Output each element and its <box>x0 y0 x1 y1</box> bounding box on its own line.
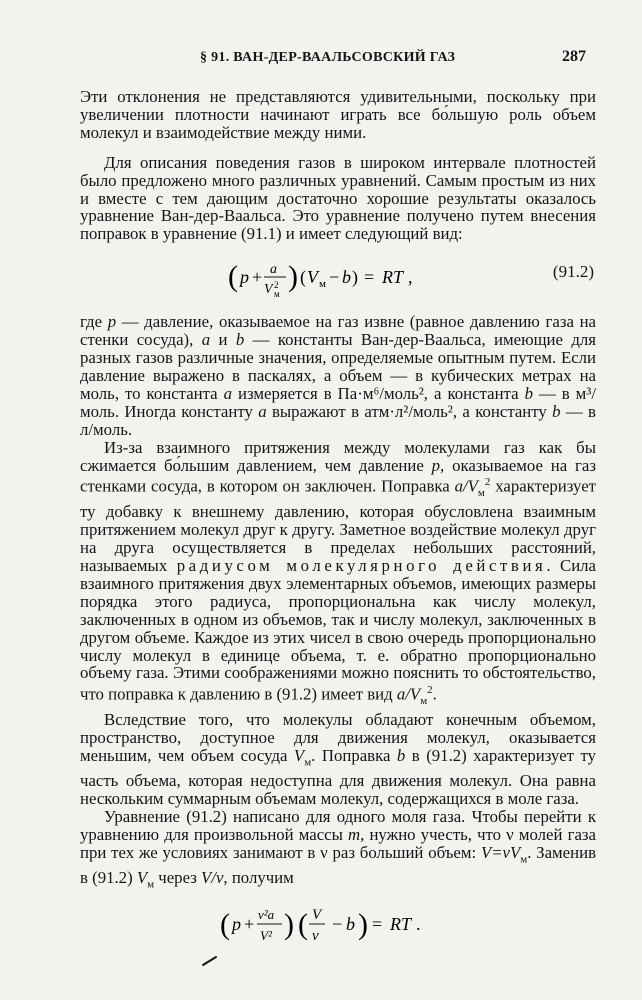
van-der-waals-mass-formula <box>220 898 460 954</box>
formula2-plus: + <box>244 914 255 935</box>
van-der-waals-formula <box>228 253 458 303</box>
formula-minus: − <box>329 267 340 288</box>
formula2-eq: = <box>372 914 383 935</box>
formula2-RT: RT <box>390 914 412 935</box>
formula-eq: = <box>364 267 375 288</box>
paragraph-4: Из-за взаимного притяжения между молекулами газ как бы сжимается бо́льшим давлением, чем давление p, оказываемое на газ стенками сосуда, в котором он заключен. Поправка $a/V_м^2$ характеризует ту добавку к внешнему давлению, которая обусловлена взаимным притяжением молекул друг к другу. Заметное воздействие молекул друг на друга осуществляется в пределах небольших расстояний, называемых радиусом молекулярного действия. Сила взаимного притяжения двух элементарных объемов, имеющих размеры порядка этого радиуса, пропорциональна как числу молекул, заключенных в одном из объемов, так и числу молекул, заключенных в другом объеме. Каждое из этих чисел в свою очередь пропорционально числу молекул в единице объема, т. е. обратно пропорционально объему газа. Этими соображениями можно пояснить то обстоятельство, что поправка к давлению в (91.2) имеет вид $a/V_м^2$. <box>80 437 597 708</box>
formula-plus: + <box>252 267 263 288</box>
formula-lparen: ( <box>228 260 238 294</box>
formula-p: p <box>240 267 249 288</box>
body-text <box>80 88 596 954</box>
formula2-lp2: ( <box>298 908 308 942</box>
paragraph-6: Уравнение (91.2) написано для одного моля газа. Чтобы перейти к уравнению для произвольной массы m, нужно учесть, что ν молей газа при тех же условиях занимают в ν раз больший объем: $V=\nu V_м$. Заменив в (91.2) $V_м$ через V/ν, получим <box>80 807 596 891</box>
equation-arbitrary-mass <box>80 898 596 954</box>
paragraph-2: Для описания поведения газов в широком интервале плотностей было предложено много различных уравнений. Самым простым из них и вместе с тем дающим достаточно хорошие результаты оказалось уравнение Ван-дер-Ваальса. Это уравнение получено путем внесения поправок в уравнение (91.1) и имеет следующий вид: <box>80 152 596 244</box>
formula2-rp2: ) <box>358 908 368 942</box>
spaced-term: радиусом молекулярного действия <box>176 555 547 575</box>
formula2-lparen: ( <box>220 908 230 942</box>
formula-a: a <box>270 262 277 278</box>
formula2-b: b <box>346 914 355 935</box>
equation-number: (91.2) <box>552 262 594 282</box>
formula-V2: V <box>307 267 318 288</box>
section-title: § 91. ВАН-ДЕР-ВААЛЬСОВСКИЙ ГАЗ <box>200 50 456 65</box>
formula2-dot: . <box>416 914 421 935</box>
paragraph-3: где p — давление, оказываемое на газ извне (равное давлению газа на стенки сосуда), a и b — константы Ван-дер-Ваальса, имеющие для разных газов различные значения, определяемые опытным путем. Если давление выражено в паскалях, а объем — в кубических метрах на моль, то константа a измеряется в Па·м⁶/моль², а константа b — в м³/моль. Иногда константу a выражают в атм·л²/моль², а константу b — в л/моль. <box>80 312 596 439</box>
paragraph-5: Вследствие того, что молекулы обладают конечным объемом, пространство, доступное для движения молекул, оказывается меньшим, чем объем сосуда $V_м$. Поправка b в (91.2) характеризует ту часть объема, которая недоступна для движения молекул. Она равна нескольким суммарным объемам молекул, содержащихся в моле газа. <box>80 710 596 809</box>
formula-sup: 2 <box>274 280 279 291</box>
formula-lp2: ( <box>300 267 306 288</box>
formula-rp2: ) <box>352 267 358 288</box>
formula2-nu: ν <box>312 928 319 945</box>
formula-rparen: ) <box>288 260 298 294</box>
pen-mark <box>200 952 220 968</box>
formula2-V: V <box>312 907 322 924</box>
formula2-p: p <box>232 914 241 935</box>
paragraph-1: Эти отклонения не представляются удивительными, поскольку при увеличении плотности начинают играть все бо́льшую роль объем молекул и взаимодействие между ними. <box>80 87 596 142</box>
equation-91-2 <box>80 251 596 303</box>
formula-sub: м <box>274 289 280 300</box>
running-header <box>0 48 642 70</box>
formula2-num: ν²a <box>258 907 275 923</box>
formula2-den: V² <box>260 928 272 944</box>
formula2-rparen: ) <box>284 908 294 942</box>
formula-sub2: м <box>319 278 326 291</box>
formula-comma: , <box>408 267 413 288</box>
formula2-minus: − <box>332 914 343 935</box>
formula-b: b <box>342 267 351 288</box>
formula-RT: RT <box>382 267 404 288</box>
page-number: 287 <box>562 48 586 65</box>
formula-V: V <box>264 282 273 298</box>
